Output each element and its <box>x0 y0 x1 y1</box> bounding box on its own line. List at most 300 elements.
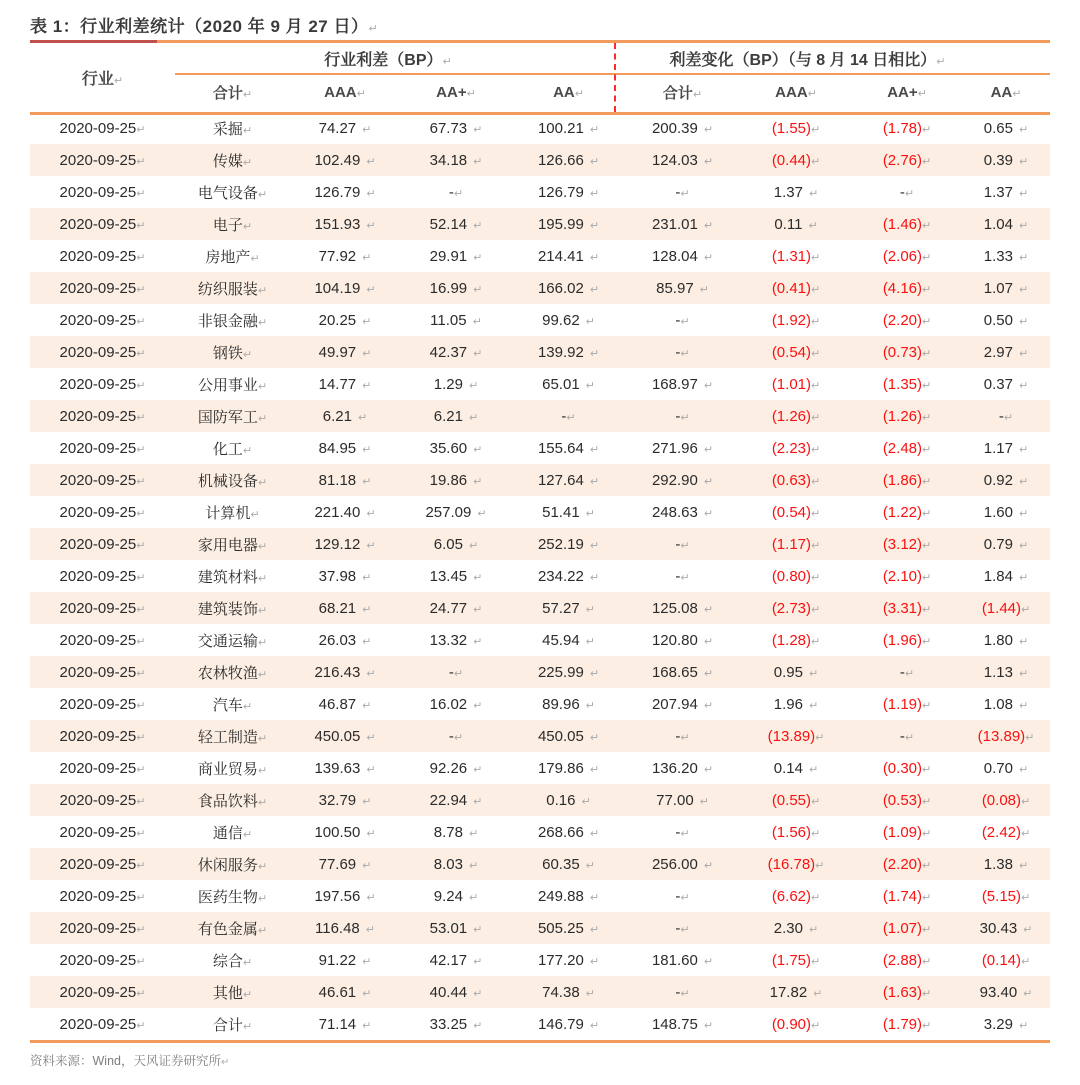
value-cell <box>740 144 852 176</box>
value-cell <box>512 368 625 400</box>
value-cell-text: (1.55) <box>771 119 811 137</box>
return-mark-icon: ↵ <box>468 859 479 872</box>
value-cell <box>625 304 740 336</box>
value-cell-text: 1.37 <box>983 183 1013 201</box>
value-cell-text: 6.05 <box>433 535 463 553</box>
value-cell-text: 124.03 <box>651 151 698 169</box>
date-cell <box>30 976 175 1008</box>
return-mark-icon: ↵ <box>1019 763 1029 776</box>
return-mark-icon: ↵ <box>250 508 260 521</box>
table-row <box>30 496 1050 528</box>
return-mark-icon: ↵ <box>589 155 600 168</box>
value-cell-text: - <box>675 983 681 1001</box>
date-cell-text: 2020-09-25 <box>59 343 137 361</box>
value-cell-text: (0.14) <box>981 951 1021 969</box>
return-mark-icon: ↵ <box>257 764 268 777</box>
value-cell-text: 268.66 <box>537 823 584 841</box>
value-cell-text: (2.76) <box>882 151 922 169</box>
return-mark-icon: ↵ <box>1019 699 1029 712</box>
table-row <box>30 880 1050 912</box>
return-mark-icon: ↵ <box>136 283 146 296</box>
return-mark-icon: ↵ <box>468 827 479 840</box>
return-mark-icon: ↵ <box>922 571 932 584</box>
value-cell-text: (1.01) <box>771 375 811 393</box>
value-cell <box>852 400 962 432</box>
value-cell <box>512 496 625 528</box>
return-mark-icon: ↵ <box>936 55 946 68</box>
value-cell <box>512 784 625 816</box>
return-mark-icon: ↵ <box>922 475 932 488</box>
return-mark-icon: ↵ <box>473 1019 483 1032</box>
return-mark-icon: ↵ <box>136 411 146 424</box>
return-mark-icon: ↵ <box>242 700 253 713</box>
return-mark-icon: ↵ <box>257 796 268 809</box>
value-cell <box>852 176 962 208</box>
return-mark-icon: ↵ <box>242 89 253 101</box>
value-cell <box>512 208 625 240</box>
return-mark-icon: ↵ <box>703 475 714 488</box>
value-cell-text: (1.07) <box>882 919 922 937</box>
value-cell-text: 166.02 <box>537 279 584 297</box>
table-title <box>30 12 378 37</box>
table-row <box>30 1008 1050 1040</box>
value-cell-text: 11.05 <box>430 311 467 329</box>
return-mark-icon: ↵ <box>242 156 253 169</box>
return-mark-icon: ↵ <box>811 795 821 808</box>
return-mark-icon: ↵ <box>589 475 600 488</box>
value-cell <box>852 368 962 400</box>
value-cell <box>512 656 625 688</box>
value-cell <box>740 176 852 208</box>
return-mark-icon: ↵ <box>1019 315 1029 328</box>
value-cell <box>852 944 962 976</box>
return-mark-icon: ↵ <box>922 763 932 776</box>
industry-cell-text: 纺织服装 <box>197 280 258 298</box>
value-cell-text: 181.60 <box>651 951 698 969</box>
value-cell <box>852 336 962 368</box>
return-mark-icon: ↵ <box>1012 88 1022 100</box>
industry-cell <box>175 240 290 272</box>
date-cell-text: 2020-09-25 <box>59 535 137 553</box>
return-mark-icon: ↵ <box>472 315 482 328</box>
return-mark-icon: ↵ <box>811 123 821 136</box>
value-cell-text: 16.02 <box>429 695 468 713</box>
return-mark-icon: ↵ <box>811 283 821 296</box>
return-mark-icon: ↵ <box>922 251 932 264</box>
value-cell-text: (3.12) <box>882 535 922 553</box>
date-cell <box>30 240 175 272</box>
value-cell <box>962 176 1050 208</box>
value-cell-text: 84.95 <box>318 439 357 457</box>
value-cell-text: (4.16) <box>882 279 922 297</box>
value-cell-text: 0.92 <box>983 471 1013 489</box>
return-mark-icon: ↵ <box>136 571 146 584</box>
value-cell-text: (1.86) <box>882 471 922 489</box>
value-cell <box>400 592 512 624</box>
value-cell <box>852 528 962 560</box>
return-mark-icon: ↵ <box>815 859 825 872</box>
return-mark-icon: ↵ <box>136 539 146 552</box>
date-cell-text: 2020-09-25 <box>59 407 137 425</box>
group-header-change <box>625 43 1050 73</box>
value-cell <box>512 880 625 912</box>
value-cell <box>400 144 512 176</box>
value-cell <box>400 752 512 784</box>
value-cell-text: 256.00 <box>651 855 698 873</box>
value-cell <box>962 912 1050 944</box>
value-cell-text: 129.12 <box>314 535 361 553</box>
value-cell <box>962 432 1050 464</box>
value-cell-text: 1.96 <box>773 695 803 713</box>
value-cell-text: 19.86 <box>429 471 468 489</box>
value-cell <box>290 368 400 400</box>
value-cell <box>852 208 962 240</box>
return-mark-icon: ↵ <box>1003 411 1014 424</box>
sub-header-label: AA+ <box>436 84 467 101</box>
value-cell <box>290 720 400 752</box>
return-mark-icon: ↵ <box>466 88 476 100</box>
industry-cell <box>175 112 290 144</box>
return-mark-icon: ↵ <box>703 1019 714 1032</box>
industry-cell <box>175 496 290 528</box>
value-cell <box>962 848 1050 880</box>
value-cell <box>290 432 400 464</box>
value-cell <box>512 304 625 336</box>
industry-cell-text: 公用事业 <box>197 376 258 394</box>
value-cell <box>625 592 740 624</box>
value-cell-text: 1.08 <box>983 695 1013 713</box>
return-mark-icon: ↵ <box>477 507 487 520</box>
value-cell <box>400 1008 512 1040</box>
value-cell-text: 0.14 <box>773 759 803 777</box>
value-cell <box>740 432 852 464</box>
value-cell-text: 248.63 <box>651 503 698 521</box>
return-mark-icon: ↵ <box>242 348 253 361</box>
value-cell <box>290 688 400 720</box>
date-cell-text: 2020-09-25 <box>59 471 137 489</box>
value-cell-text: 9.24 <box>433 887 463 905</box>
value-cell <box>512 848 625 880</box>
table-row <box>30 656 1050 688</box>
date-cell-text: 2020-09-25 <box>59 375 137 393</box>
return-mark-icon: ↵ <box>589 443 600 456</box>
value-cell-text: (1.92) <box>771 311 811 329</box>
value-cell <box>740 880 852 912</box>
value-cell <box>962 624 1050 656</box>
return-mark-icon: ↵ <box>257 572 268 585</box>
value-cell-text: 20.25 <box>318 311 357 329</box>
value-cell-text: 77.00 <box>656 791 694 809</box>
industry-cell <box>175 144 290 176</box>
value-cell-text: (0.90) <box>771 1015 811 1033</box>
date-cell <box>30 1008 175 1040</box>
value-cell-text: 30.43 <box>979 919 1018 937</box>
table-row <box>30 560 1050 592</box>
value-cell <box>290 816 400 848</box>
return-mark-icon: ↵ <box>1025 731 1035 744</box>
return-mark-icon: ↵ <box>589 923 600 936</box>
col-header-industry-label: 行业 <box>81 71 114 88</box>
value-cell <box>290 880 400 912</box>
value-cell-text: 60.35 <box>542 855 580 873</box>
industry-cell-text: 其他 <box>212 984 243 1002</box>
return-mark-icon: ↵ <box>680 539 690 552</box>
value-cell-text: (2.20) <box>882 311 922 329</box>
value-cell <box>512 688 625 720</box>
value-cell <box>740 688 852 720</box>
value-cell-text: 16.99 <box>429 279 468 297</box>
return-mark-icon: ↵ <box>811 475 821 488</box>
value-cell-text: - <box>899 727 905 745</box>
value-cell-text: (2.06) <box>882 247 922 265</box>
value-cell <box>290 336 400 368</box>
value-cell <box>740 720 852 752</box>
return-mark-icon: ↵ <box>362 699 372 712</box>
value-cell <box>852 720 962 752</box>
value-cell-text: 139.63 <box>314 759 361 777</box>
group-header-spread-label: 行业利差（BP） <box>324 51 443 69</box>
value-cell-text: (0.41) <box>771 279 811 297</box>
value-cell <box>962 976 1050 1008</box>
date-cell-text: 2020-09-25 <box>59 215 137 233</box>
table-row <box>30 304 1050 336</box>
value-cell <box>400 208 512 240</box>
date-cell-text: 2020-09-25 <box>59 1015 137 1033</box>
value-cell-text: 450.05 <box>537 727 584 745</box>
return-mark-icon: ↵ <box>922 507 932 520</box>
return-mark-icon: ↵ <box>257 604 268 617</box>
return-mark-icon: ↵ <box>811 251 821 264</box>
return-mark-icon: ↵ <box>1023 923 1033 936</box>
return-mark-icon: ↵ <box>922 347 932 360</box>
return-mark-icon: ↵ <box>922 315 932 328</box>
return-mark-icon: ↵ <box>366 763 376 776</box>
value-cell <box>400 816 512 848</box>
value-cell <box>740 336 852 368</box>
value-cell-text: (1.44) <box>981 599 1021 617</box>
value-cell-text: 6.21 <box>322 407 352 425</box>
return-mark-icon: ↵ <box>589 251 600 264</box>
industry-cell-text: 传媒 <box>212 152 243 170</box>
date-cell <box>30 528 175 560</box>
value-cell-text: 271.96 <box>651 439 698 457</box>
return-mark-icon: ↵ <box>136 859 146 872</box>
sub-header-label: 合计 <box>662 85 693 102</box>
return-mark-icon: ↵ <box>220 1057 230 1068</box>
return-mark-icon: ↵ <box>811 1019 821 1032</box>
value-cell-text: (0.08) <box>981 791 1021 809</box>
value-cell <box>740 816 852 848</box>
value-cell-text: 33.25 <box>429 1015 468 1033</box>
value-cell <box>740 976 852 1008</box>
sub-header-aa-plus-spread <box>400 73 512 112</box>
value-cell <box>625 528 740 560</box>
return-mark-icon: ↵ <box>581 795 591 808</box>
value-cell <box>740 208 852 240</box>
value-cell-text: 99.62 <box>542 311 580 329</box>
return-mark-icon: ↵ <box>362 347 372 360</box>
value-cell <box>740 528 852 560</box>
value-cell <box>740 944 852 976</box>
return-mark-icon: ↵ <box>703 219 714 232</box>
return-mark-icon: ↵ <box>703 507 714 520</box>
return-mark-icon: ↵ <box>807 88 817 100</box>
return-mark-icon: ↵ <box>366 155 376 168</box>
value-cell-text: 13.45 <box>429 567 468 585</box>
industry-cell <box>175 720 290 752</box>
industry-cell-text: 商业贸易 <box>197 760 258 778</box>
industry-cell <box>175 208 290 240</box>
value-cell-text: 14.77 <box>318 375 357 393</box>
value-cell-text: (0.63) <box>771 471 811 489</box>
value-cell <box>962 688 1050 720</box>
return-mark-icon: ↵ <box>257 412 268 425</box>
return-mark-icon: ↵ <box>703 123 714 136</box>
return-mark-icon: ↵ <box>362 251 372 264</box>
table-row <box>30 528 1050 560</box>
value-cell-text: (1.17) <box>771 535 811 553</box>
value-cell-text: 252.19 <box>537 535 584 553</box>
value-cell <box>400 720 512 752</box>
return-mark-icon: ↵ <box>136 1019 146 1032</box>
return-mark-icon: ↵ <box>1019 283 1029 296</box>
industry-cell-text: 国防军工 <box>197 408 258 426</box>
value-cell-text: 125.08 <box>651 599 698 617</box>
value-cell-text: 120.80 <box>651 631 698 649</box>
sub-header-label: AAA <box>324 84 357 101</box>
value-cell <box>512 240 625 272</box>
value-cell-text: 2.97 <box>983 343 1013 361</box>
value-cell-text: 195.99 <box>537 215 584 233</box>
return-mark-icon: ↵ <box>809 763 819 776</box>
value-cell <box>625 944 740 976</box>
date-cell <box>30 784 175 816</box>
value-cell-text: 104.19 <box>314 279 361 297</box>
value-cell <box>400 496 512 528</box>
return-mark-icon: ↵ <box>1019 123 1029 136</box>
return-mark-icon: ↵ <box>922 443 932 456</box>
return-mark-icon: ↵ <box>468 539 479 552</box>
value-cell <box>290 112 400 144</box>
value-cell-text: - <box>675 311 681 329</box>
return-mark-icon: ↵ <box>366 827 376 840</box>
value-cell <box>852 848 962 880</box>
industry-cell <box>175 848 290 880</box>
value-cell <box>852 432 962 464</box>
table-row <box>30 240 1050 272</box>
return-mark-icon: ↵ <box>922 539 932 552</box>
value-cell-text: 74.27 <box>318 119 357 137</box>
return-mark-icon: ↵ <box>368 23 379 35</box>
return-mark-icon: ↵ <box>1019 475 1029 488</box>
return-mark-icon: ↵ <box>1021 795 1031 808</box>
value-cell-text: (1.56) <box>771 823 811 841</box>
value-cell-text: 3.29 <box>983 1015 1013 1033</box>
value-cell-text: 8.03 <box>433 855 463 873</box>
value-cell-text: 1.13 <box>983 663 1013 681</box>
return-mark-icon: ↵ <box>809 923 819 936</box>
value-cell-text: 231.01 <box>651 215 698 233</box>
return-mark-icon: ↵ <box>922 795 932 808</box>
value-cell <box>400 976 512 1008</box>
industry-cell <box>175 976 290 1008</box>
return-mark-icon: ↵ <box>811 347 821 360</box>
industry-cell <box>175 336 290 368</box>
value-cell <box>512 592 625 624</box>
return-mark-icon: ↵ <box>365 923 375 936</box>
return-mark-icon: ↵ <box>257 892 268 905</box>
return-mark-icon: ↵ <box>922 603 932 616</box>
value-cell-text: 136.20 <box>651 759 698 777</box>
value-cell-text: 89.96 <box>542 695 580 713</box>
value-cell <box>962 464 1050 496</box>
return-mark-icon: ↵ <box>811 411 821 424</box>
return-mark-icon: ↵ <box>473 635 483 648</box>
value-cell-text: (1.35) <box>882 375 922 393</box>
value-cell-text: - <box>675 823 681 841</box>
return-mark-icon: ↵ <box>922 827 932 840</box>
value-cell <box>400 848 512 880</box>
return-mark-icon: ↵ <box>589 187 600 200</box>
value-cell <box>512 176 625 208</box>
value-cell <box>400 688 512 720</box>
industry-cell <box>175 624 290 656</box>
value-cell-text: 146.79 <box>537 1015 584 1033</box>
return-mark-icon: ↵ <box>257 316 268 329</box>
value-cell <box>962 880 1050 912</box>
industry-cell-text: 家用电器 <box>197 536 258 554</box>
return-mark-icon: ↵ <box>566 411 576 424</box>
table-row <box>30 144 1050 176</box>
value-cell-text: (1.26) <box>882 407 922 425</box>
value-cell-text: 40.44 <box>429 983 468 1001</box>
industry-cell-text: 房地产 <box>205 248 251 266</box>
industry-cell <box>175 880 290 912</box>
value-cell <box>290 976 400 1008</box>
value-cell-text: (1.46) <box>882 215 922 233</box>
return-mark-icon: ↵ <box>136 219 146 232</box>
group-header-row <box>30 43 1050 73</box>
date-cell <box>30 176 175 208</box>
value-cell-text: 42.17 <box>429 951 468 969</box>
return-mark-icon: ↵ <box>811 315 821 328</box>
value-cell <box>512 144 625 176</box>
return-mark-icon: ↵ <box>136 891 146 904</box>
date-cell <box>30 432 175 464</box>
value-cell-text: (1.96) <box>882 631 922 649</box>
value-cell <box>625 112 740 144</box>
return-mark-icon: ↵ <box>589 891 600 904</box>
sub-header-label: AA <box>553 84 575 101</box>
sub-header-aa-plus-change <box>852 73 962 112</box>
value-cell <box>512 624 625 656</box>
return-mark-icon: ↵ <box>1019 635 1029 648</box>
return-mark-icon: ↵ <box>366 891 376 904</box>
sub-header-total-spread <box>175 73 290 112</box>
value-cell-text: - <box>675 887 681 905</box>
return-mark-icon: ↵ <box>136 251 146 264</box>
return-mark-icon: ↵ <box>1019 347 1029 360</box>
table-row <box>30 208 1050 240</box>
value-cell-text: (1.31) <box>771 247 811 265</box>
return-mark-icon: ↵ <box>811 827 821 840</box>
value-cell-text: 52.14 <box>429 215 468 233</box>
value-cell-text: 221.40 <box>314 503 361 521</box>
value-cell <box>625 560 740 592</box>
return-mark-icon: ↵ <box>1021 955 1031 968</box>
value-cell <box>740 240 852 272</box>
return-mark-icon: ↵ <box>366 187 376 200</box>
